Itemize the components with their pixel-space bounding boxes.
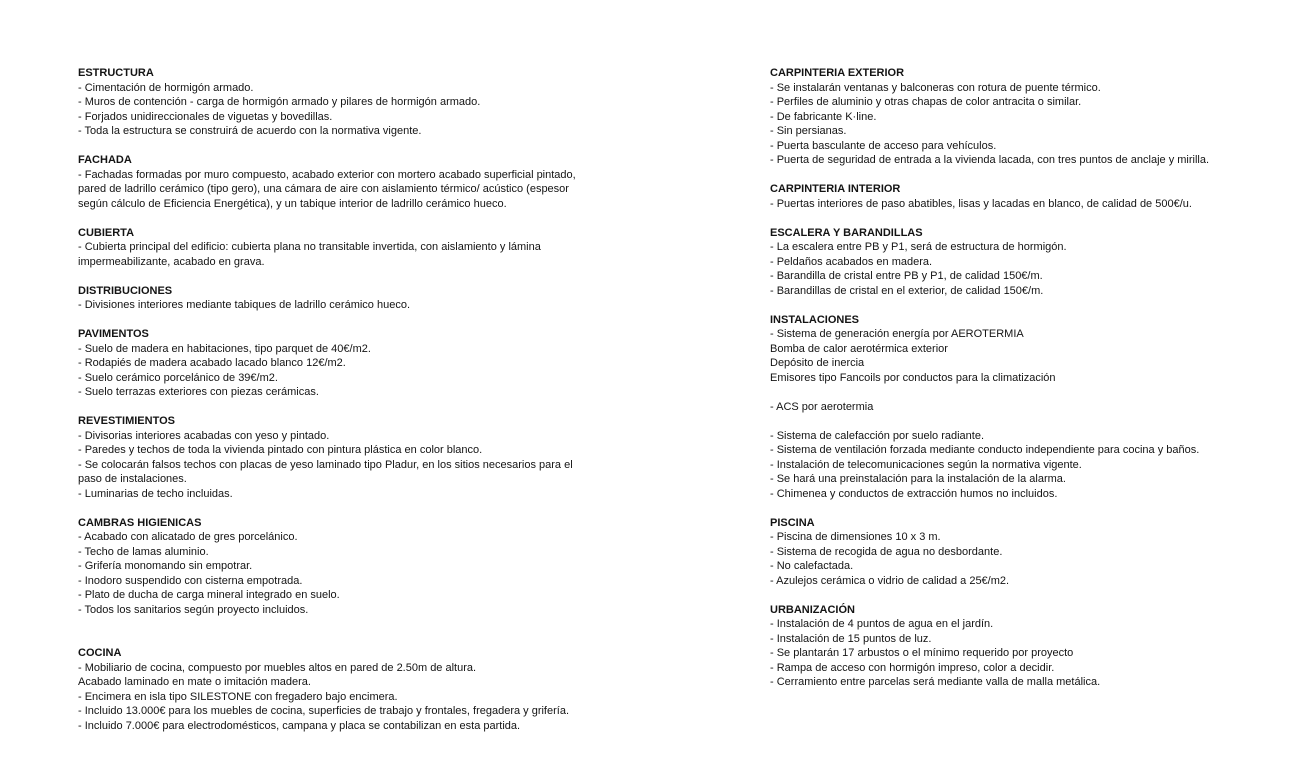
section-line: - Sistema de generación energía por AEROTERMIA [770, 328, 1024, 340]
section-title: FACHADA [78, 154, 132, 166]
section-line: - Forjados unidireccionales de viguetas y bovedillas. [78, 110, 333, 123]
section-title: URBANIZACIÓN [770, 603, 855, 616]
section-distribuciones [78, 284, 678, 313]
section-revestimientos [78, 414, 678, 501]
section-line: según cálculo de Eficiencia Energética), y un tabique interior de ladrillo cerámico hueco. [78, 197, 507, 210]
section-title: INSTALACIONES [770, 313, 860, 326]
section-title: CARPINTERIA EXTERIOR [770, 67, 905, 79]
section-line: - Instalación de 15 puntos de luz. [770, 632, 932, 645]
section-line: Acabado laminado en mate o imitación madera. [78, 676, 311, 688]
section-escalera-barandillas [770, 226, 1290, 299]
section-line: - Suelo cerámico porcelánico de 39€/m2. [78, 371, 278, 384]
section-instalaciones [770, 313, 1290, 502]
section-line: - Grifería monomando sin empotrar. [78, 560, 253, 572]
section-line: - Techo de lamas aluminio. [78, 545, 209, 558]
section-line: - No calefactada. [770, 560, 854, 572]
section-title: COCINA [78, 647, 122, 659]
section-line: - Toda la estructura se construirá de acuerdo con la normativa vigente. [78, 125, 422, 137]
section-line: - Sistema de ventilación forzada mediante conducto independiente para cocina y baños. [770, 444, 1200, 456]
section-line: - Luminarias de techo incluidas. [78, 487, 233, 500]
section-pavimentos [78, 327, 678, 400]
section-line: Emisores tipo Fancoils por conductos para la climatización [770, 371, 1056, 384]
section-line: - Divisiones interiores mediante tabiques de ladrillo cerámico hueco. [78, 299, 410, 311]
section-line: - Chimenea y conductos de extracción humos no incluidos. [770, 487, 1058, 500]
section-line: - Piscina de dimensiones 10 x 3 m. [770, 531, 941, 543]
section-line: - Azulejos cerámica o vidrio de calidad a 25€/m2. [770, 574, 1010, 587]
section-line: - Puerta basculante de acceso para vehículos. [770, 139, 997, 152]
section-line: - Encimera en isla tipo SILESTONE con fregadero bajo encimera. [78, 690, 398, 703]
section-line: - Puerta de seguridad de entrada a la vivienda lacada, con tres puntos de anclaje y mirilla. [770, 154, 1210, 166]
section-line: pared de ladrillo cerámico (tipo gero), una cámara de aire con aislamiento térmico/ acústico (espesor [78, 183, 569, 195]
section-line: - Fachadas formadas por muro compuesto, acabado exterior con mortero acabado superficial pintado, [78, 168, 576, 181]
left-column [78, 66, 678, 748]
section-line: - De fabricante K·line. [770, 110, 877, 123]
section-title: ESCALERA Y BARANDILLAS [770, 226, 923, 239]
section-line: - Rodapiés de madera acabado lacado blanco 12€/m2. [78, 357, 346, 369]
section-line: - Sistema de calefacción por suelo radiante. [770, 429, 985, 442]
section-piscina [770, 516, 1290, 589]
section-line: - Suelo de madera en habitaciones, tipo parquet de 40€/m2. [78, 342, 371, 355]
section-cocina [78, 646, 678, 733]
section-line: - Se instalarán ventanas y balconeras con rotura de puente térmico. [770, 81, 1101, 94]
section-line: - Sistema de recogida de agua no desbordante. [770, 545, 1003, 558]
section-carpinteria-exterior [770, 66, 1290, 168]
section-fachada [78, 153, 678, 211]
section-line: - Se colocarán falsos techos con placas de yeso laminado tipo Pladur, en los sitios necesarios para el [78, 458, 573, 471]
section-title: PAVIMENTOS [78, 328, 149, 340]
section-line: - Incluido 13.000€ para los muebles de cocina, superficies de trabajo y frontales, fregadera y grifería. [78, 705, 569, 717]
section-line: - Barandilla de cristal entre PB y P1, de calidad 150€/m. [770, 270, 1043, 282]
section-line: - Muros de contención - carga de hormigón armado y pilares de hormigón armado. [78, 96, 481, 108]
section-title: CUBIERTA [78, 226, 135, 239]
section-line: - Suelo terrazas exteriores con piezas cerámicas. [78, 386, 319, 398]
section-line: - Paredes y techos de toda la vivienda pintado con pintura plástica en color blanco. [78, 444, 483, 456]
section-line: - Cubierta principal del edificio: cubierta plana no transitable invertida, con aislamiento y lámina [78, 241, 541, 253]
section-line: - Inodoro suspendido con cisterna empotrada. [78, 574, 303, 587]
section-title: ESTRUCTURA [78, 67, 154, 79]
section-line: - Mobiliario de cocina, compuesto por muebles altos en pared de 2.50m de altura. [78, 661, 477, 674]
section-line: paso de instalaciones. [78, 473, 187, 485]
section-line: impermeabilizante, acabado en grava. [78, 255, 265, 268]
section-line: - Se hará una preinstalación para la instalación de la alarma. [770, 473, 1066, 485]
section-cubierta [78, 226, 678, 270]
section-line: Depósito de inercia [770, 357, 865, 369]
section-line: Bomba de calor aerotérmica exterior [770, 342, 948, 355]
section-title: CAMBRAS HIGIENICAS [78, 516, 202, 529]
section-title: DISTRIBUCIONES [78, 284, 173, 297]
section-line: - Todos los sanitarios según proyecto incluidos. [78, 603, 309, 616]
section-line: - Cimentación de hormigón armado. [78, 81, 254, 94]
section-line: - Perfiles de aluminio y otras chapas de color antracita o similar. [770, 96, 1082, 108]
section-title: CARPINTERIA INTERIOR [770, 183, 901, 195]
right-column [770, 66, 1290, 704]
blank-line [770, 385, 1290, 400]
section-line: - Acabado con alicatado de gres porcelánico. [78, 531, 298, 543]
section-estructura [78, 66, 678, 139]
section-line: - Incluido 7.000€ para electrodomésticos, campana y placa se contabilizan en esta partida. [78, 719, 521, 732]
section-cambras-higienicas [78, 516, 678, 618]
blank-line [770, 414, 1290, 429]
section-line: - La escalera entre PB y P1, será de estructura de hormigón. [770, 241, 1067, 253]
section-line: - Cerramiento entre parcelas será mediante valla de malla metálica. [770, 676, 1101, 688]
section-line: - Instalación de 4 puntos de agua en el jardín. [770, 618, 994, 630]
section-title: PISCINA [770, 516, 815, 529]
section-line: - Puertas interiores de paso abatibles, lisas y lacadas en blanco, de calidad de 500€/u. [770, 197, 1192, 210]
section-line: - Peldaños acabados en madera. [770, 255, 933, 268]
section-urbanizacion [770, 603, 1290, 690]
section-line: - Se plantarán 17 arbustos o el mínimo requerido por proyecto [770, 647, 1074, 659]
section-line: - Instalación de telecomunicaciones según la normativa vigente. [770, 458, 1082, 471]
section-line: - Sin persianas. [770, 125, 847, 137]
section-carpinteria-interior [770, 182, 1290, 211]
section-title: REVESTIMIENTOS [78, 415, 175, 427]
section-line: - Barandillas de cristal en el exterior, de calidad 150€/m. [770, 284, 1044, 297]
section-line: - Divisorias interiores acabadas con yeso y pintado. [78, 429, 330, 442]
section-line: - Rampa de acceso con hormigón impreso, color a decidir. [770, 661, 1055, 674]
section-line: - ACS por aerotermia [770, 400, 874, 413]
section-line: - Plato de ducha de carga mineral integrado en suelo. [78, 589, 340, 601]
